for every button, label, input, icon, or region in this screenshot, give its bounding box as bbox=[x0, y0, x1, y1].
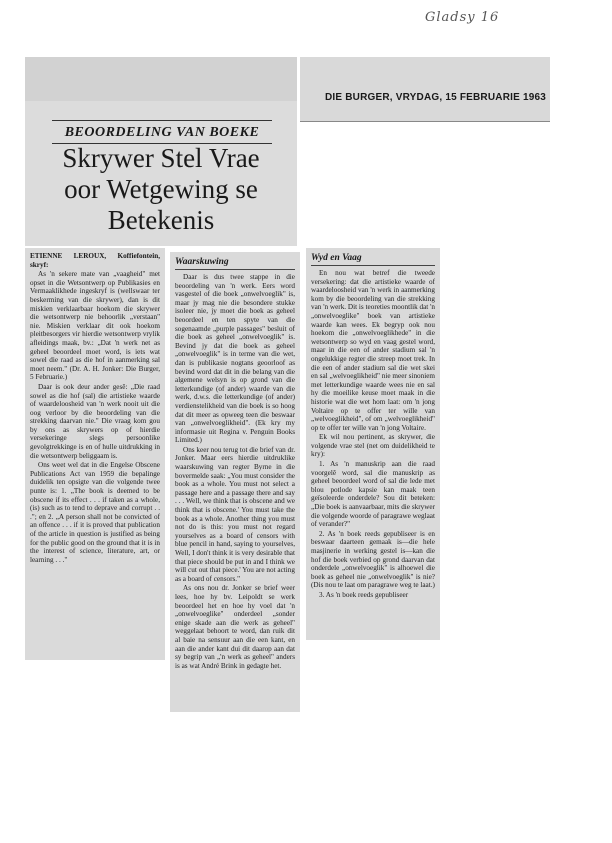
article-column-2 bbox=[170, 252, 300, 712]
kicker-box bbox=[52, 120, 272, 144]
paragraph: Ons weet wel dat in die Engelse Obscene Publications Act van 1959 die bepalinge duidelik ten opsigte van die volgende twee punte is: 1. „The book is deemed to be obscene if its effect . . . if taken as a whole, (is) such as to tend to deprave and corrupt . . ."; en 2. „A person shall not be convicted of an offence . . . if it is proved that publication of the article in question is justified as being for the public good on the ground that it is in the interest of science, literature, art, or learning . . ." bbox=[30, 461, 160, 564]
top-left-strip bbox=[25, 57, 297, 101]
paragraph: En nou wat betref die tweede versekering: dat die artistieke waarde of waardeloosheid van 'n werk in aanmerking kom by die beoordeling van die strekking van 'n werk. Dit is teoreties moontlik dat 'n „onwelvoeglike" boek van artistieke waarde kan wees. Ek begryp ook nou hoekom die „onwelvoeglikhede" in die wetsontwerp so wyd en vaag gestel word, maar in die een of ander stadium sal 'n ongelukkige regter die streep moet trek. In die een of ander stadium sal die wet skei en sal „welvoeglikheid" nie meer sinoniem met letterkundige waarde wees nie en sal hy die moeilike keuse moet maak in die historie wat die wet hom laat: om 'n jong Voltaire op te offer ter wille van „welvoeglikheid", of om „welvoeglikheid" op te offer ter wille van 'n jong Voltaire. bbox=[311, 269, 435, 432]
dateline-strip bbox=[300, 57, 550, 122]
article-column-1 bbox=[25, 248, 165, 660]
subhead-waarskuwing: Waarskuwing bbox=[175, 256, 295, 270]
headline-line: Betekenis bbox=[107, 205, 215, 235]
paragraph: 1. As 'n manuskrip aan die raad voorgelê word, sal die manuskrip as geheel beoordeel word of sal die lede met blou potlode kapsie kan maak teen geïsoleerde onderdele? Sou dit beteken: „Die boek is aanvaarbaar, mits die skrywer die volgende woorde of paragrawe weglaat of verander?" bbox=[311, 460, 435, 529]
headline bbox=[25, 143, 297, 236]
article-column-3 bbox=[306, 248, 440, 640]
paragraph: Daar is dus twee stappe in die beoordeling van 'n werk. Eers word vasgestel of die boek „onwelvoeglik" is, maar jy mag nie die besondere stukke isoleer nie, jy moet die boek as geheel beoordeel en ten spyte van die sogenaamde „purple passages" besluit of die boek as geheel „onwelvoeglik" is. Bevind jy dat die boek as geheel „onwelvoeglik" is in terme van die wet, dan is publikasie nogtans geoorloof as bevind word dat dit in die belang van die algemene welsyn is op grond van die letterkundige (of ander) waarde van die werk, d.w.s. die letterkundige (of ander) verdienstelikheid van die boek is so hoog dat dit meer as opweeg teen die beswaar van „onwelvoeglikheid". (Ek kry my informasie uit Regina v. Penguin Books Limited.) bbox=[175, 273, 295, 445]
headline-line: Skrywer Stel Vrae bbox=[62, 143, 260, 173]
handwritten-note: Gladsy 16 bbox=[425, 10, 500, 25]
dateline: DIE BURGER, VRYDAG, 15 FEBRUARIE 1963 bbox=[325, 92, 546, 103]
paragraph: As ons nou dr. Jonker se brief weer lees, hoe hy bv. Leipoldt se werk beoordeel het en hoe hy voel dat 'n „onwelvoeglike" onderdeel „sonder enige skade aan die werk as geheel" weggelaat behoort te word, dan ruik dit al baie na sensuur aan die een kant, en aan die ander kant dui dit daarop aan dat sy begrip van „'n werk as geheel" anders is as wat André Brink in gedagte het. bbox=[175, 584, 295, 670]
paragraph: 3. As 'n boek reeds gepubliseer bbox=[319, 590, 409, 599]
paragraph: Ek wil nou pertinent, as skrywer, die volgende vrae stel (net om duidelikheid te kry): bbox=[311, 433, 435, 459]
byline: ETIENNE LEROUX, Koffiefontein, skryf: bbox=[30, 252, 160, 269]
headline-line: oor Wetgewing se bbox=[64, 174, 258, 204]
paragraph: As 'n sekere mate van „vaagheid" met opset in die Wetsontwerp op Publikasies en Vermaaklikhede ingeskryf is (wellswaar ter beskerming van die skrywer), dan is dit miskien verklaarbaar hoekom die skrywer die wetsontwerp nie behoorlik „verstaan" nie. Miskien verklaar dit ook hoekom pleitbesorgers vir hierdie wetsontwerp vrylik afleidings maak, bv.: „Dat 'n werk net as geheel beoordeel moet word, is iets wat sowel die raad as die hof in aanmerking sal moet neem." (Dr. A. H. Jonker: Die Burger, 5 Februarie.) bbox=[30, 270, 160, 382]
subhead-wyd-en-vaag: Wyd en Vaag bbox=[311, 252, 435, 266]
kicker: BEOORDELING VAN BOEKE bbox=[64, 125, 260, 140]
paragraph: 2. As 'n boek reeds gepubliseer is en beswaar daarteen gemaak is—die hele masjinerie in werking gestel is—kan die hof die boek verbied op grond daarvan dat onderdele „onwelvoeglik" is alhoewel die boek as geheel nie „onwelvoeglik" is nie? (Dis nou te laat om paragrawe weg te laat.) bbox=[311, 529, 435, 590]
paragraph: Ons keer nou terug tot die brief van dr. Jonker. Maar eers hierdie uitdruklike waarskuwing van regter Byrne in die bovermelde saak: „You must consider the book as a whole. You must not select a passage here and a passage there and say . . . Well, we think that is obscene and we think that is obscene.' You must take the book as a whole. Another thing you must not do is this: you must not regard yourselves as a board of censors with blue pencil in hand, saying to yourselves, Well, I don't think it is very desirable that that piece should be put in and I think we will cut out that piece.' You are not acting as a board of censors." bbox=[175, 445, 295, 583]
paragraph: Daar is ook deur ander gesê: „Die raad sowel as die hof (sal) die artistieke waarde of waardeloosheid van 'n werk nooit uit die oog verloor by die beoordeling van die strekking daarvan nie." Die vraag kom gou by ons as skrywers op of hierdie versekeringe slegs persoonlike gevolgtrekkinge is en of hulle uitdrukking in die wetsontwerp beliggaam is. bbox=[30, 382, 160, 460]
